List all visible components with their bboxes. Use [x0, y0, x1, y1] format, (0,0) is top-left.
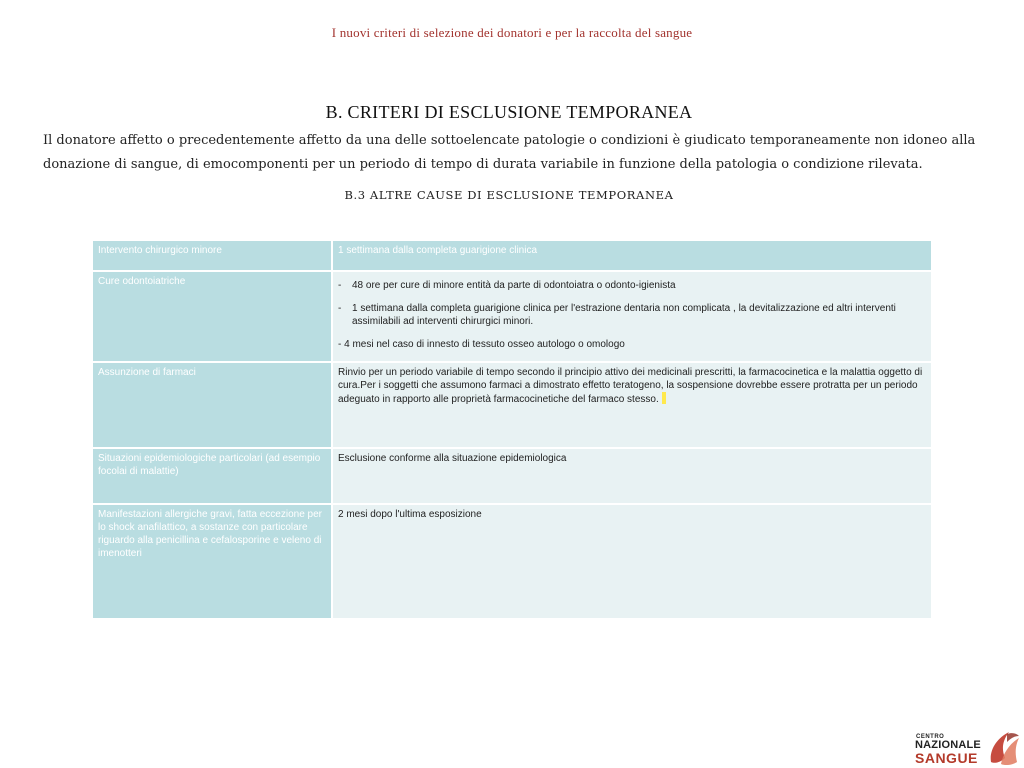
dental-item-text: 1 settimana dalla completa guarigione clinica per l'estrazione dentaria non complicata , la devitalizzazione ed altri interventi assimilabili ad interventi chirurgici minori. — [352, 303, 896, 327]
list-item — [338, 302, 926, 328]
row-value-allergies: 2 mesi dopo l'ultima esposizione — [333, 505, 931, 618]
row-value-dental-care — [333, 272, 931, 361]
table-row — [93, 272, 931, 361]
dental-item-text: 48 ore per cure di minore entità da parte di odontoiatra o odonto-igienista — [352, 280, 676, 291]
section-title: B. CRITERI DI ESCLUSIONE TEMPORANEA — [325, 102, 693, 122]
table-row — [93, 449, 931, 503]
document-header: I nuovi criteri di selezione dei donatori e per la raccolta del sangue — [331, 25, 693, 40]
dental-extra-item: - 4 mesi nel caso di innesto di tessuto osseo autologo o omologo — [338, 339, 625, 350]
row-value-medications: Rinvio per un periodo variabile di tempo secondo il principio attivo dei medicinali prescritti, la farmacocinetica e la malattia oggetto di cura.Per i soggetti che assumono farmaci a dimostrato effetto teratogeno, la sospensione dovrebbe essere protratta per un periodo adeguato in rapporto alle proprietà farmacocinetiche del farmaco stesso. — [338, 367, 923, 405]
subsection-title: B.3 ALTRE CAUSE DI ESCLUSIONE TEMPORANEA — [344, 188, 674, 202]
row-label-allergies: Manifestazioni allergiche gravi, fatta eccezione per lo shock anafilattico, a sostanze con particolare riguardo alla penicillina e cefalosporine e veleno di imenotteri — [93, 505, 331, 618]
highlight-marker — [662, 392, 666, 404]
dash-bullet: - — [338, 280, 342, 291]
row-label-epidemiological: Situazioni epidemiologiche particolari (ad esempio focolai di malattie) — [93, 449, 331, 503]
logo-line-centro: CENTRO — [916, 734, 945, 740]
table-row — [93, 241, 931, 270]
row-label-medications: Assunzione di farmaci — [93, 363, 331, 447]
row-value-medications-cell — [333, 363, 931, 447]
exclusion-table — [91, 239, 933, 620]
dash-bullet: - — [338, 303, 342, 314]
row-value-epidemiological: Esclusione conforme alla situazione epidemiologica — [333, 449, 931, 503]
logo-line-nazionale: NAZIONALE — [915, 739, 981, 751]
logo-line-sangue: SANGUE — [915, 750, 978, 766]
intro-paragraph: Il donatore affetto o precedentemente affetto da una delle sottoelencate patologie o condizioni è giudicato temporaneamente non idoneo alla donazione di sangue, di emocomponenti per un periodo di tempo di durata variabile in funzione della patologia o condizione rilevata. — [43, 133, 976, 172]
table-row — [93, 505, 931, 618]
row-label-dental-care: Cure odontoiatriche — [93, 272, 331, 361]
row-value-minor-surgery: 1 settimana dalla completa guarigione clinica — [333, 241, 931, 270]
list-item — [338, 279, 926, 292]
drop-swirl-icon — [987, 728, 1021, 766]
row-label-minor-surgery: Intervento chirurgico minore — [93, 241, 331, 270]
centro-nazionale-sangue-logo — [913, 728, 1019, 766]
table-row — [93, 363, 931, 447]
